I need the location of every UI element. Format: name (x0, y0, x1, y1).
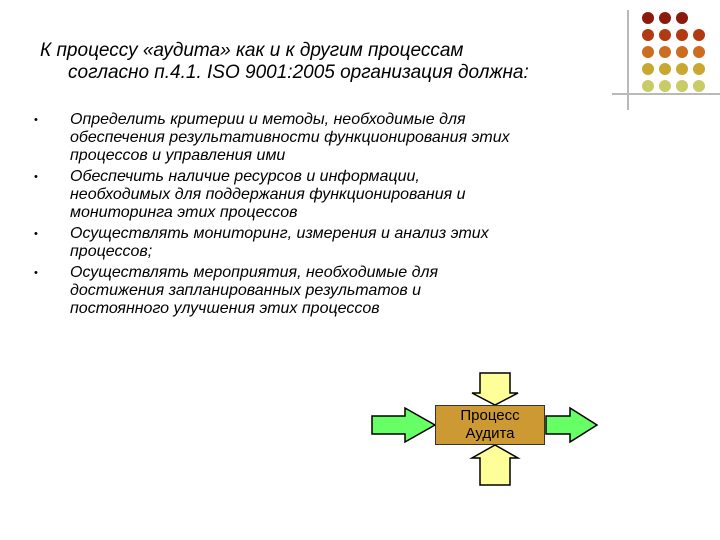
decor-dot-grid (640, 10, 720, 115)
bullet-item (34, 264, 640, 318)
decor-dot (676, 12, 688, 24)
decor-dot (676, 63, 688, 75)
input-arrow-left (372, 408, 435, 442)
bullet-line: процессов и управления ими (70, 147, 286, 164)
bullet-item (34, 225, 640, 261)
slide-title (40, 40, 620, 84)
bullet-item (34, 168, 640, 222)
decor-dot (676, 80, 688, 92)
bullet-dot-icon: • (34, 114, 38, 126)
process-box-line-1: Процесс (460, 407, 520, 424)
decor-dot (659, 12, 671, 24)
audit-process-box (435, 405, 545, 445)
decor-dot (659, 80, 671, 92)
decor-dot (642, 63, 654, 75)
bullet-line: постоянного улучшения этих процессов (70, 300, 380, 317)
bullet-line: Осуществлять мониторинг, измерения и анализ этих (70, 225, 489, 242)
bullet-line: процессов; (70, 243, 153, 260)
bullet-dot-icon: • (34, 171, 38, 183)
bullet-line: необходимых для поддержания функционирования и (70, 186, 466, 203)
bullet-line: мониторинга этих процессов (70, 204, 298, 221)
decor-dot (642, 46, 654, 58)
process-diagram (360, 365, 600, 540)
bullet-dot-icon: • (34, 228, 38, 240)
input-arrow-top (472, 373, 518, 405)
decor-dot (659, 46, 671, 58)
bullet-line: Определить критерии и методы, необходимые для (70, 111, 466, 128)
decor-dot (642, 80, 654, 92)
process-box-line-2: Аудита (465, 425, 515, 442)
bullet-line: достижения запланированных результатов и (70, 282, 422, 299)
bullet-line: Обеспечить наличие ресурсов и информации, (70, 168, 420, 185)
decor-dot (693, 63, 705, 75)
decor-vertical-line (627, 10, 629, 110)
bullet-item (34, 111, 640, 165)
decor-dot (693, 80, 705, 92)
output-arrow-right (546, 408, 597, 442)
bullet-list (34, 111, 640, 321)
decor-dot (693, 29, 705, 41)
bullet-line: Осуществлять мероприятия, необходимые для (70, 264, 439, 281)
decor-dot (693, 46, 705, 58)
title-line-1: К процессу «аудита» как и к другим процессам (40, 40, 464, 61)
bullet-dot-icon: • (34, 267, 38, 279)
input-arrow-bottom (472, 445, 518, 485)
decor-dot (659, 29, 671, 41)
bullet-line: обеспечения результативности функционирования этих (70, 129, 510, 146)
title-line-2: согласно п.4.1. ISO 9001:2005 организация должна: (68, 62, 529, 83)
decor-dot (676, 46, 688, 58)
decor-dot (676, 29, 688, 41)
decor-dot (642, 12, 654, 24)
decor-dot (659, 63, 671, 75)
decor-dot (642, 29, 654, 41)
